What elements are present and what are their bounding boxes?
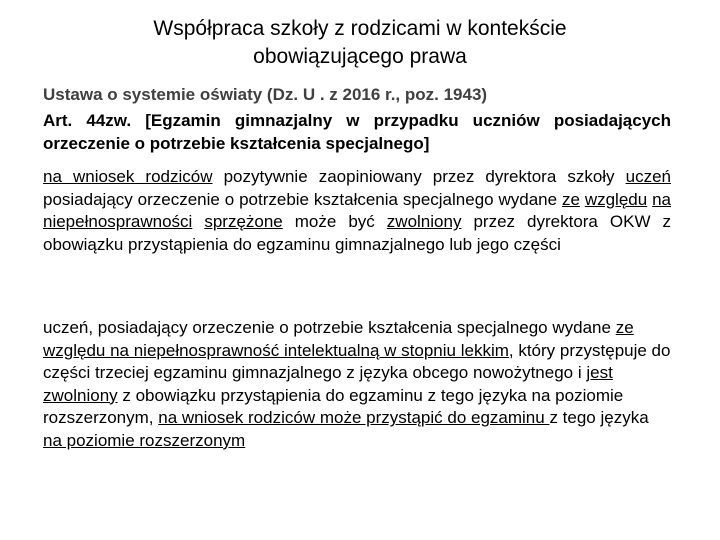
paragraph-1 [43, 166, 671, 256]
p2-segment-2: ze względu na niepełnosprawność intelektualną w stopniu lekkim [43, 318, 634, 360]
title-line-2: obowiązującego prawa [253, 45, 467, 68]
p1-segment-12 [192, 212, 204, 231]
p1-segment-5: ze [561, 189, 580, 209]
p1-segment-13: sprzężone [204, 212, 283, 232]
p1-segment-2: pozytywnie zaopiniowany przez dyrektora szkoły [212, 167, 626, 186]
p2-segment-4: jest zwolniony [43, 363, 613, 405]
p1-segment-3: uczeń [625, 167, 671, 186]
p1-segment-7: względu [584, 189, 648, 209]
p2-segment-3: , który przystępuje do części trzeciej egzaminu gimnazjalnego z języka obcego nowożytnego i [43, 340, 671, 383]
p2-segment-8: na poziomie rozszerzonym [43, 430, 246, 450]
legal-source: Ustawa o systemie oświaty (Dz. U . z 2016 r., poz. 1943) [43, 85, 488, 104]
p2-segment-6: na wniosek rodziców może przystąpić do egzaminu [158, 408, 550, 428]
slide-title [60, 15, 660, 71]
p2-segment-5: z obowiązku przystąpienia do egzaminu z tego języka na poziomie rozszerzonym, [43, 385, 624, 428]
article-heading: Art. 44zw. [Egzamin gimnazjalny w przypadku uczniów posiadających orzeczenie o potrzebie kształcenia specjalnego] [43, 111, 671, 153]
p1-segment-9: na [652, 189, 671, 209]
p1-segment-16: przez dyrektora OKW z obowiązku przystąpienia do egzaminu gimnazjalnego lub jego części [43, 212, 671, 254]
title-line-1: Współpraca szkoły z rodzicami w kontekście [153, 17, 567, 40]
paragraph-2 [43, 317, 671, 453]
p1-segment-15: zwolniony [386, 212, 462, 232]
p1-segment-11: niepełnosprawności [43, 212, 193, 232]
p1-segment-14: może być [282, 212, 387, 232]
p1-segment-4: posiadający orzeczenie o potrzebie kształcenia specjalnego wydane [43, 189, 562, 209]
p2-segment-1: uczeń, posiadający orzeczenie o potrzebie kształcenia specjalnego wydane [43, 318, 616, 337]
p1-segment-1: na wniosek rodziców [43, 167, 213, 186]
p2-segment-7: z tego języka [549, 408, 649, 428]
